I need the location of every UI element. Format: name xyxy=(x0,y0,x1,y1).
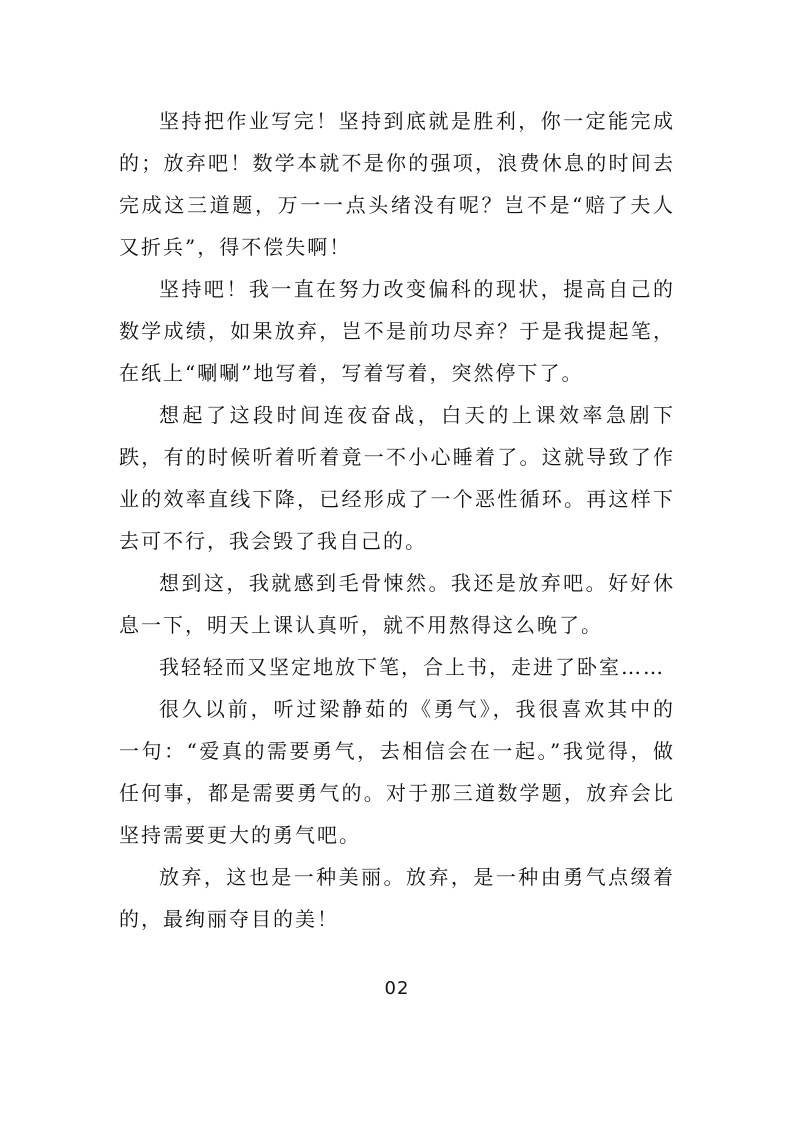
document-body xyxy=(119,100,675,940)
paragraph-6: 很久以前，听过梁静茹的《勇气》，我很喜欢其中的一句：“爱真的需要勇气，去相信会在一起。”我觉得，做任何事，都是需要勇气的。对于那三道数学题，放弃会比坚持需要更大的勇气吧。 xyxy=(119,697,675,847)
paragraph-4: 想到这，我就感到毛骨悚然。我还是放弃吧。好好休息一下，明天上课认真听，就不用熬得这么晚了。 xyxy=(119,571,675,637)
paragraph-5: 我轻轻而又坚定地放下笔，合上书，走进了卧室…… xyxy=(159,655,665,679)
paragraph-7: 放弃，这也是一种美丽。放弃，是一种由勇气点缀着的，最绚丽夺目的美！ xyxy=(119,865,675,931)
paragraph-3: 想起了这段时间连夜奋战，白天的上课效率急剧下跌，有的时候听着听着竟一不小心睡着了。这就导致了作业的效率直线下降，已经形成了一个恶性循环。再这样下去可不行，我会毁了我自己的。 xyxy=(119,403,675,553)
paragraph-1: 坚持把作业写完！坚持到底就是胜利，你一定能完成的；放弃吧！数学本就不是你的强项，浪费休息的时间去完成这三道题，万一一点头绪没有呢？岂不是“赔了夫人又折兵”，得不偿失啊！ xyxy=(119,109,675,259)
page-number: 02 xyxy=(384,978,410,999)
paragraph-2: 坚持吧！我一直在努力改变偏科的现状，提高自己的数学成绩，如果放弃，岂不是前功尽弃？于是我提起笔，在纸上“唰唰”地写着，写着写着，突然停下了。 xyxy=(119,277,675,385)
